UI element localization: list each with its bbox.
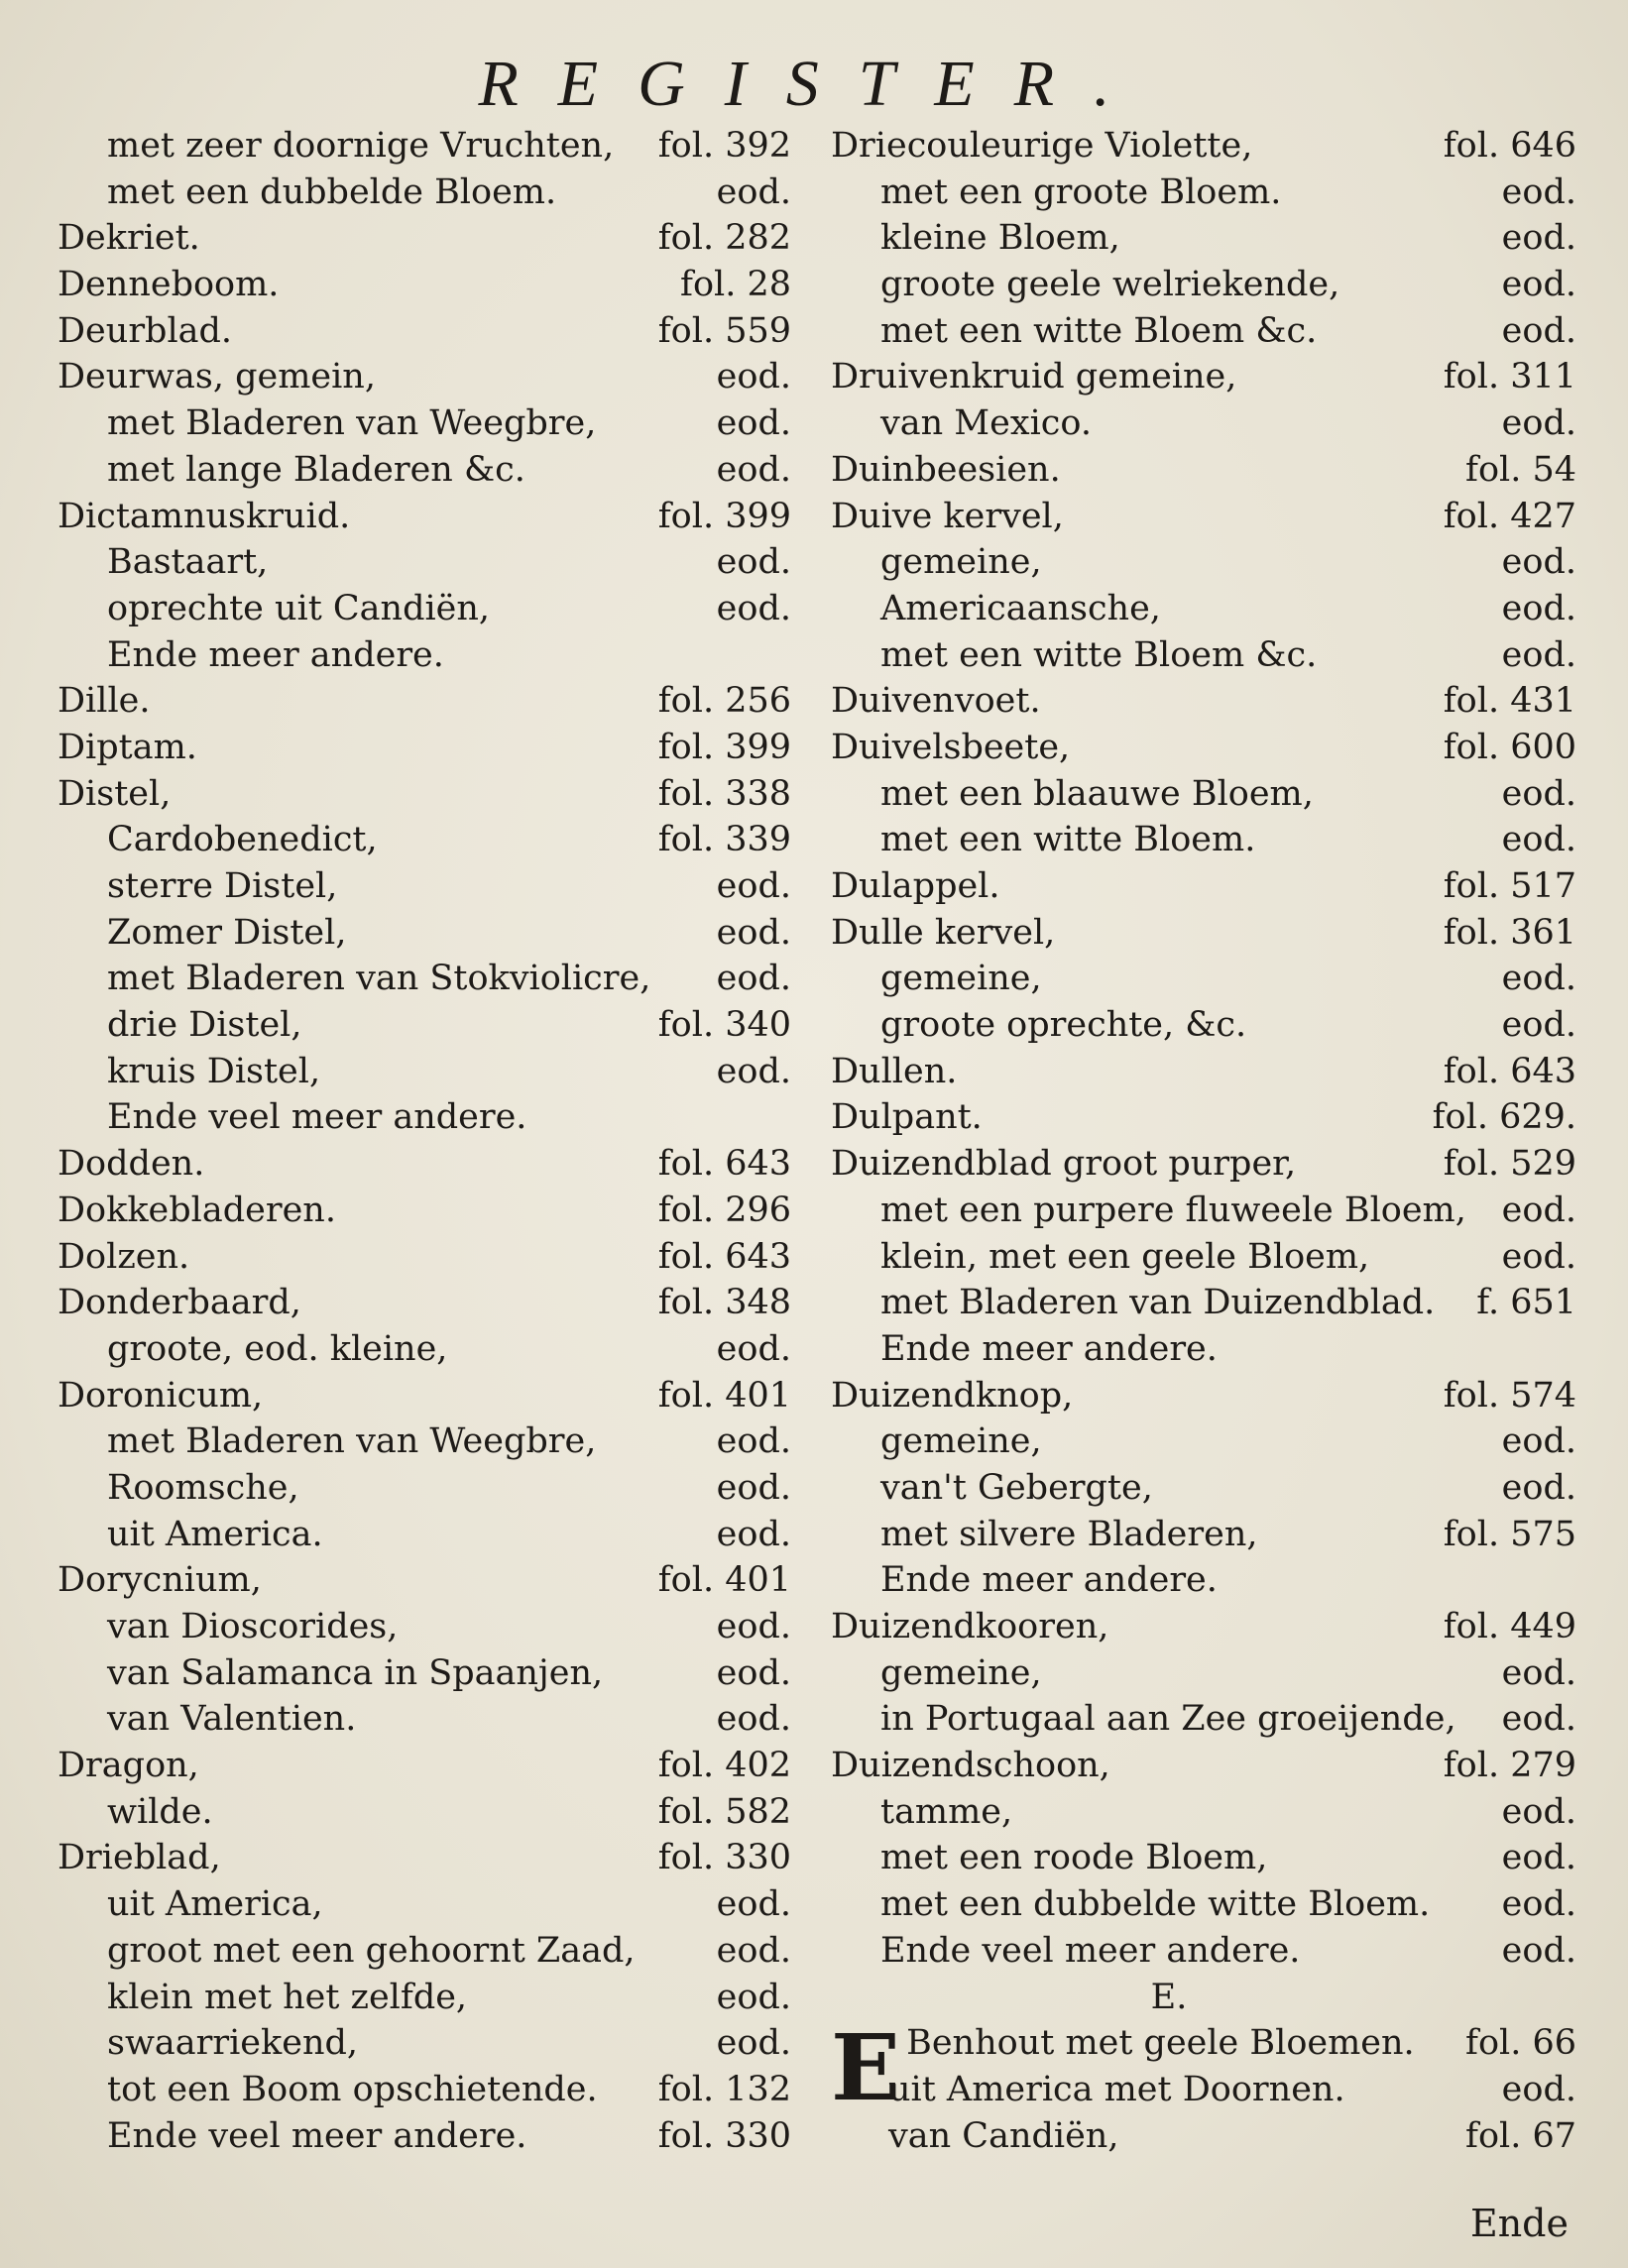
left-column <box>58 123 791 2159</box>
index-entry <box>831 262 1576 308</box>
entry-term: van Dioscorides, <box>107 1607 399 1646</box>
entry-reference: fol. 559 <box>657 310 791 351</box>
section-letter: E. <box>1150 1977 1188 2017</box>
entry-reference: eod. <box>716 959 791 999</box>
entry-term <box>831 2067 1345 2113</box>
index-entry <box>831 308 1576 355</box>
entry-term: Duivenvoet. <box>831 681 1041 722</box>
entry-reference: eod. <box>716 1699 791 1740</box>
entry-reference: eod. <box>1501 634 1576 675</box>
entry-reference: eod. <box>1501 1930 1576 1971</box>
entry-term: kleine Bloem, <box>880 218 1120 259</box>
entry-term: Duive kervel, <box>831 496 1064 536</box>
entry-term: Ende veel meer andere. <box>107 1097 527 1138</box>
entry-term: Diptam. <box>58 727 197 767</box>
index-entry <box>831 123 1576 170</box>
index-entry <box>58 678 791 725</box>
entry-term: Dulpant. <box>831 1097 983 1138</box>
index-entry <box>831 1141 1576 1188</box>
entry-reference: eod. <box>716 588 791 628</box>
entry-term: tot een Boom opschietende. <box>107 2069 598 2109</box>
entry-term: wilde. <box>107 1791 213 1832</box>
index-entry <box>831 1835 1576 1881</box>
entry-term: Dulle kervel, <box>831 912 1056 953</box>
entry-reference: eod. <box>716 449 791 490</box>
index-entry <box>831 586 1576 632</box>
entry-reference: eod. <box>1501 773 1576 814</box>
entry-reference: fol. 296 <box>657 1190 791 1230</box>
entry-term: Denneboom. <box>58 265 280 305</box>
entry-reference: eod. <box>1501 171 1576 212</box>
entry-reference: fol. 401 <box>657 1560 791 1601</box>
entry-term: met een dubbelde witte Bloem. <box>880 1884 1431 1925</box>
entry-reference: fol. 330 <box>657 1838 791 1878</box>
index-entry <box>831 1418 1576 1465</box>
entry-term: Duivelsbeete, <box>831 727 1071 767</box>
entry-reference: fol. 643 <box>1443 1051 1576 1091</box>
entry-reference: fol. 279 <box>1443 1746 1576 1786</box>
entry-reference: fol. 643 <box>657 1144 791 1185</box>
entry-term: Duizendschoon, <box>831 1746 1110 1786</box>
entry-term: klein, met een geele Bloem, <box>880 1236 1370 1277</box>
index-entry <box>831 1512 1576 1558</box>
entry-term: uit America, <box>107 1884 323 1925</box>
entry-term: Driecouleurige Violette, <box>831 126 1253 166</box>
entry-term: in Portugaal aan Zee groeijende, <box>880 1699 1456 1740</box>
entry-term: Deurwas, gemein, <box>58 357 376 397</box>
entry-reference: eod. <box>1501 1467 1576 1508</box>
entry-reference: eod. <box>716 403 791 444</box>
entry-reference: eod. <box>716 866 791 906</box>
entry-term: Ende meer andere. <box>107 634 444 675</box>
entry-reference: fol. 330 <box>657 2115 791 2156</box>
entry-term: tamme, <box>880 1791 1013 1832</box>
index-entry <box>58 1280 791 1326</box>
entry-reference: eod. <box>1501 1236 1576 1277</box>
entry-reference: eod. <box>716 357 791 397</box>
entry-reference: fol. 575 <box>1443 1514 1576 1554</box>
index-entry <box>831 1280 1576 1326</box>
entry-reference: eod. <box>1501 2069 1576 2109</box>
entry-term-text: van Candiën, <box>888 2115 1119 2156</box>
entry-reference: eod. <box>716 2023 791 2064</box>
index-entry <box>831 354 1576 400</box>
index-entry <box>58 1188 791 1234</box>
entry-term: met een groote Bloem. <box>880 171 1282 212</box>
index-entry <box>58 1049 791 1095</box>
entry-term: groote oprechte, &c. <box>880 1005 1247 1046</box>
entry-term: met Bladeren van Stokviolicre, <box>107 959 651 999</box>
entry-term: Dulappel. <box>831 866 1000 906</box>
entry-reference: fol. 392 <box>657 126 791 166</box>
entry-term: Ende veel meer andere. <box>880 1930 1301 1971</box>
index-entry <box>58 1604 791 1650</box>
index-entry <box>831 1326 1576 1373</box>
index-entry <box>58 2113 791 2160</box>
entry-reference: fol. 582 <box>657 1791 791 1832</box>
index-entry <box>831 494 1576 540</box>
index-entry <box>58 447 791 494</box>
entry-term-text: uit America met Doornen. <box>888 2069 1345 2109</box>
entry-term-text: Benhout met geele Bloemen. <box>906 2023 1415 2064</box>
entry-term: Ende meer andere. <box>880 1328 1218 1369</box>
index-entry <box>58 1881 791 1928</box>
index-entry <box>58 1835 791 1881</box>
index-entry <box>58 1650 791 1697</box>
entry-term: Drieblad, <box>58 1838 221 1878</box>
index-entry <box>831 1234 1576 1281</box>
index-entry <box>831 400 1576 447</box>
entry-term: kruis Distel, <box>107 1051 321 1091</box>
index-entry <box>831 1650 1576 1697</box>
entry-reference: fol. 600 <box>1443 727 1576 767</box>
entry-term: Cardobenedict, <box>107 820 378 860</box>
entry-reference: eod. <box>1501 1421 1576 1462</box>
entry-reference: fol. 66 <box>1464 2023 1576 2064</box>
entry-reference: fol. 256 <box>657 681 791 722</box>
index-entry <box>58 1975 791 2021</box>
entry-term: Dragon, <box>58 1746 199 1786</box>
entry-reference: eod. <box>1501 1838 1576 1878</box>
entry-term: met Bladeren van Duizendblad. <box>880 1283 1436 1323</box>
index-entry <box>58 308 791 355</box>
entry-reference: eod. <box>1501 959 1576 999</box>
entry-reference: fol. 132 <box>657 2069 791 2109</box>
index-entry <box>58 956 791 1002</box>
index-entry <box>831 2067 1576 2113</box>
entry-reference: fol. 529 <box>1443 1144 1576 1185</box>
index-entry <box>831 632 1576 679</box>
index-entry <box>58 2020 791 2067</box>
entry-term: met een roode Bloem, <box>880 1838 1268 1878</box>
entry-reference: eod. <box>1501 820 1576 860</box>
entry-term: groote, eod. kleine, <box>107 1328 448 1369</box>
entry-term: klein met het zelfde, <box>107 1977 468 2017</box>
entry-term: Bastaart, <box>107 542 269 583</box>
entry-term: oprechte uit Candiën, <box>107 588 491 628</box>
entry-reference: fol. 339 <box>657 820 791 860</box>
page-header: REGISTER. <box>478 48 1150 120</box>
right-column <box>831 123 1576 2159</box>
entry-term: van Valentien. <box>107 1699 357 1740</box>
index-entry <box>831 215 1576 262</box>
index-entry <box>831 170 1576 216</box>
index-entry <box>58 1373 791 1419</box>
entry-reference: fol. 517 <box>1443 866 1576 906</box>
entry-term: Roomsche, <box>107 1467 299 1508</box>
entry-term: Dodden. <box>58 1144 205 1185</box>
entry-term: sterre Distel, <box>107 866 338 906</box>
index-entry <box>58 863 791 910</box>
entry-reference: eod. <box>1501 1884 1576 1925</box>
entry-reference: eod. <box>1501 310 1576 351</box>
index-entry <box>831 1002 1576 1049</box>
entry-term: van Salamanca in Spaanjen, <box>107 1652 604 1693</box>
entry-term: Dolzen. <box>58 1236 190 1277</box>
entry-term: met lange Bladeren &c. <box>107 449 525 490</box>
entry-term: met een witte Bloem &c. <box>880 634 1318 675</box>
entry-reference: fol. 427 <box>1443 496 1576 536</box>
entry-reference: eod. <box>716 1652 791 1693</box>
entry-term: gemeine, <box>880 1652 1042 1693</box>
entry-reference: fol. 402 <box>657 1746 791 1786</box>
entry-term: Distel, <box>58 773 172 814</box>
drop-cap: E <box>831 2014 901 2122</box>
entry-reference: eod. <box>1501 1005 1576 1046</box>
index-entry <box>58 1326 791 1373</box>
entry-reference: eod. <box>1501 588 1576 628</box>
index-entry <box>831 1188 1576 1234</box>
index-entry <box>831 1743 1576 1789</box>
index-entry <box>831 956 1576 1002</box>
entry-reference: eod. <box>1501 1652 1576 1693</box>
index-entry <box>58 1141 791 1188</box>
index-entry <box>831 725 1576 771</box>
entry-term: Donderbaard, <box>58 1283 301 1323</box>
entry-term: met een purpere fluweele Bloem, <box>880 1190 1466 1230</box>
entry-reference: eod. <box>1501 265 1576 305</box>
index-entry <box>831 910 1576 957</box>
index-entry <box>58 1418 791 1465</box>
entry-term: uit America. <box>107 1514 323 1554</box>
index-entry <box>831 817 1576 863</box>
index-entry <box>58 123 791 170</box>
entry-term: swaarriekend, <box>107 2023 359 2064</box>
entry-term: Dekriet. <box>58 218 200 259</box>
index-entry <box>58 354 791 400</box>
entry-reference: eod. <box>1501 403 1576 444</box>
entry-term: gemeine, <box>880 1421 1042 1462</box>
entry-term: gemeine, <box>880 959 1042 999</box>
entry-reference: eod. <box>716 1930 791 1971</box>
index-entry <box>58 1094 791 1141</box>
index-entry <box>831 1789 1576 1836</box>
entry-reference: fol. 399 <box>657 496 791 536</box>
index-entry <box>831 539 1576 586</box>
index-entry <box>58 2067 791 2113</box>
entry-reference: fol. 574 <box>1443 1375 1576 1416</box>
index-entry <box>831 863 1576 910</box>
entry-reference: fol. 282 <box>657 218 791 259</box>
index-entry <box>831 678 1576 725</box>
entry-term: Dille. <box>58 681 151 722</box>
index-entry <box>58 1465 791 1512</box>
entry-term: van't Gebergte, <box>880 1467 1153 1508</box>
entry-term: Dokkebladeren. <box>58 1190 336 1230</box>
entry-term: met silvere Bladeren, <box>880 1514 1258 1554</box>
entry-term: met zeer doornige Vruchten, <box>107 126 615 166</box>
index-entry <box>58 494 791 540</box>
index-entry <box>58 215 791 262</box>
index-entry <box>58 1234 791 1281</box>
entry-term: Ende veel meer andere. <box>107 2115 527 2156</box>
entry-reference: fol. 431 <box>1443 681 1576 722</box>
entry-term: Dullen. <box>831 1051 958 1091</box>
entry-reference: eod. <box>716 912 791 953</box>
entry-reference: eod. <box>716 171 791 212</box>
entry-reference: eod. <box>716 1051 791 1091</box>
entry-reference: eod. <box>716 1884 791 1925</box>
entry-reference: eod. <box>716 1328 791 1369</box>
entry-reference: eod. <box>1501 218 1576 259</box>
index-entry <box>58 725 791 771</box>
index-entry <box>58 170 791 216</box>
entry-reference: fol. 338 <box>657 773 791 814</box>
index-entry <box>58 586 791 632</box>
entry-term: met een witte Bloem &c. <box>880 310 1318 351</box>
entry-reference: eod. <box>716 1607 791 1646</box>
entry-reference: eod. <box>1501 1190 1576 1230</box>
entry-reference: eod. <box>716 1977 791 2017</box>
entry-term: gemeine, <box>880 542 1042 583</box>
index-entry <box>831 1604 1576 1650</box>
entry-reference: fol. 399 <box>657 727 791 767</box>
entry-term: Dictamnuskruid. <box>58 496 351 536</box>
index-entry <box>58 817 791 863</box>
entry-reference: f. 651 <box>1476 1283 1576 1323</box>
index-entry <box>831 1696 1576 1743</box>
entry-reference: eod. <box>716 1467 791 1508</box>
index-entry <box>58 1696 791 1743</box>
entry-reference: fol. 67 <box>1464 2115 1576 2156</box>
index-entry <box>58 1928 791 1975</box>
entry-term: drie Distel, <box>107 1005 302 1046</box>
entry-term: Americaansche, <box>880 588 1161 628</box>
entry-reference: eod. <box>716 1421 791 1462</box>
index-entry <box>831 2113 1576 2160</box>
index-entry <box>58 910 791 957</box>
index-entry <box>831 1373 1576 1419</box>
entry-term: Duizendknop, <box>831 1375 1074 1416</box>
entry-reference: fol. 348 <box>657 1283 791 1323</box>
entry-term: met een blaauwe Bloem, <box>880 773 1314 814</box>
entry-term: groote geele welriekende, <box>880 265 1340 305</box>
entry-term: met Bladeren van Weegbre, <box>107 403 597 444</box>
index-entry <box>58 771 791 818</box>
entry-reference: fol. 629. <box>1432 1097 1576 1138</box>
entry-term: Doronicum, <box>58 1375 264 1416</box>
entry-reference: fol. 54 <box>1464 449 1576 490</box>
entry-term: van Mexico. <box>880 403 1092 444</box>
entry-term: Duizendblad groot purper, <box>831 1144 1297 1185</box>
entry-reference: eod. <box>1501 1791 1576 1832</box>
catchword: Ende <box>1469 2202 1569 2245</box>
entry-term: Deurblad. <box>58 310 233 351</box>
entry-term: Zomer Distel, <box>107 912 347 953</box>
entry-reference: eod. <box>1501 1699 1576 1740</box>
entry-term <box>831 2113 1118 2160</box>
index-entry <box>831 1094 1576 1141</box>
entry-term: groot met een gehoornt Zaad, <box>107 1930 636 1971</box>
index-entry <box>58 400 791 447</box>
entry-term: met een witte Bloem. <box>880 820 1256 860</box>
entry-term: Duinbeesien. <box>831 449 1061 490</box>
index-entry <box>58 632 791 679</box>
entry-reference: fol. 646 <box>1443 126 1576 166</box>
entry-reference: eod. <box>716 542 791 583</box>
entry-reference: fol. 340 <box>657 1005 791 1046</box>
index-entry <box>58 539 791 586</box>
entry-term: Ende meer andere. <box>880 1560 1218 1601</box>
index-entry <box>831 1557 1576 1604</box>
entry-term: Duizendkooren, <box>831 1607 1109 1646</box>
section-letter-row <box>831 1975 1576 2021</box>
index-entry <box>58 1743 791 1789</box>
entry-term: met Bladeren van Weegbre, <box>107 1421 597 1462</box>
index-entry <box>831 447 1576 494</box>
entry-reference: fol. 401 <box>657 1375 791 1416</box>
index-entry <box>58 1557 791 1604</box>
index-entry <box>58 1002 791 1049</box>
entry-reference: fol. 449 <box>1443 1607 1576 1646</box>
index-entry <box>831 1928 1576 1975</box>
entry-reference: fol. 643 <box>657 1236 791 1277</box>
entry-term: met een dubbelde Bloem. <box>107 171 557 212</box>
index-entry <box>831 771 1576 818</box>
index-entry <box>831 1881 1576 1928</box>
entry-reference: fol. 28 <box>679 265 791 305</box>
entry-reference: fol. 311 <box>1443 357 1576 397</box>
index-entry <box>831 1049 1576 1095</box>
entry-reference: eod. <box>716 1514 791 1554</box>
index-entry <box>58 262 791 308</box>
index-entry <box>58 1789 791 1836</box>
entry-reference: fol. 361 <box>1443 912 1576 953</box>
entry-reference: eod. <box>1501 542 1576 583</box>
entry-term: Dorycnium, <box>58 1560 262 1601</box>
index-entry <box>831 1465 1576 1512</box>
index-entry <box>58 1512 791 1558</box>
entry-term: Druivenkruid gemeine, <box>831 357 1237 397</box>
